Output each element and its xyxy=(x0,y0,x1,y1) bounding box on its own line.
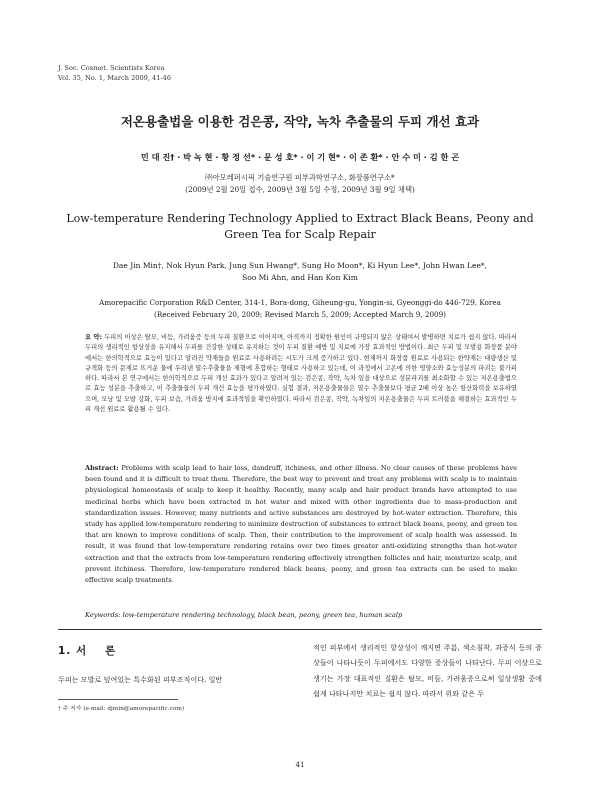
section-title-part1: 서 xyxy=(75,645,88,657)
english-authors-line1: Dae Jin Min†, Nok Hyun Park, Jung Sun Hwang*, Sung Ho Moon*, Ki Hyun Lee*, John Hwan Lee*, xyxy=(112,261,488,270)
keywords-text: low-temperature rendering technology, black bean, peony, green tea, human scalp xyxy=(122,611,403,619)
korean-abstract-text: 두피의 이상은 탈모, 비듬, 가려움증 등의 두피 질환으로 이어지며, 아직까지 정확한 원인이 규명되지 않은 상태여서 발병하면 치료가 쉽지 않다. 따라서 두피의 생리적인 항상성을 유지해서 두피를 건강한 상태로 유지하는 것이 두피 질환 예방 및 치료에 가장 효과적인 방법이다. 최근 두피 및 모발용 화장품 분야에서는 한의학적으로 효능이 있다고 알려진 약재들을 원료로 사용하려는 시도가 크게 증가하고 있다. 현재까지 화장품 원료로 사용되는 한약재는 대량생산 및 규격화 등의 문제로 뜨거운 물에 우려낸 열수추출물을 제형에 혼합하는 형태로 사용하고 있는데, 이 과정에서 고온에 의한 영양소와 효능성분의 파괴는 불가피하다. 따라서 본 연구에서는 한의학적으로 두피 개선 효과가 있다고 알려져 있는 검은콩, 작약, 녹차 잎을 대상으로 성분파괴를 최소화할 수 있는 저온용출법으로 효능 성분을 추출하고, 이 추출물들의 두피 개선 효능을 평가하였다. 실험 결과, 저온용출물들은 열수 추출물보다 평균 2배 이상 높은 항산화력을 보유하였으며, 모낭 및 모발 강화, 두피 보습, 가려움 방지에 효과적임을 확인하였다. 따라서 검은콩, 작약, 녹차잎의 저온용출물은 두피 트러블을 해결하는 효과적인 두피 개선 원료로 활용될 수 있다. xyxy=(85,334,517,414)
korean-affiliation xyxy=(0,172,600,196)
korean-abstract-label: 요 약: xyxy=(85,334,102,341)
english-title xyxy=(40,211,560,243)
english-title-line2: Green Tea for Scalp Repair xyxy=(224,228,376,241)
section-heading-introduction xyxy=(58,643,116,658)
journal-name: J. Soc. Cosmet. Scientists Korea xyxy=(58,64,165,72)
english-authors-line2: Soo Mi Ahn, and Han Kon Kim xyxy=(242,272,358,282)
korean-affiliation-name: ㈜아모레퍼시픽 기술연구원 피부과학연구소, 화장품연구소* xyxy=(205,173,395,182)
footnote-divider xyxy=(58,699,178,700)
body-right-column: 적인 피부에서 생리적인 항상성이 깨지면 주름, 색소침착, 과증식 등의 증상들이 나타나듯이 두피에서도 다양한 증상들이 나타난다. 두피 이상으로 생기는 가장 대표적인 질환은 탈모, 비듬, 가려움증으로써 일상생활 중에 쉽게 나타나지만 치료는 쉽지 않다. 따라서 위와 같은 두 xyxy=(313,643,542,698)
keywords xyxy=(85,611,517,619)
section-divider xyxy=(58,629,542,630)
section-number: 1. xyxy=(58,645,72,657)
english-abstract-label: Abstract: xyxy=(85,464,119,472)
english-title-line1: Low-temperature Rendering Technology Applied to Extract Black Beans, Peony and xyxy=(66,212,534,225)
page-number: 41 xyxy=(295,761,305,769)
journal-citation xyxy=(58,63,171,83)
corresponding-author-footnote: † 주 저자 (e-mail: djmin@amorepacific.com) xyxy=(58,706,185,712)
korean-title: 저온용출법을 이용한 검은콩, 작약, 녹차 추출물의 두피 개선 효과 xyxy=(120,114,480,129)
korean-authors: 민 대 진† · 박 녹 현 · 황 정 선* · 문 성 호* · 이 기 현* · 이 존 환* · 안 수 미 · 김 한 곤 xyxy=(140,152,460,162)
journal-volume: Vol. 35, No. 1, March 2009, 41-46 xyxy=(58,74,172,82)
keywords-label: Keywords: xyxy=(85,611,121,619)
english-affiliation xyxy=(40,297,560,320)
english-affiliation-name: Amorepacific Corporation R&D Center, 314-1, Bora-dong, Giheung-gu, Yongin-si, Gyeonggi-do 446-729, Korea xyxy=(99,298,501,307)
section-title-part2: 론 xyxy=(105,645,117,657)
english-dates: (Received February 20, 2009; Revised March 5, 2009; Accepted March 9, 2009) xyxy=(154,309,446,319)
english-authors xyxy=(40,260,560,283)
english-abstract-text: Problems with scalp lead to hair loss, dandruff, itchiness, and other illness. No clear causes of these problems have been found and it is difficult to treat them. Therefore, the best way to prevent and treat any problems with scalp is to maintain physiological homeostasis of scalp to keep it healthy. Recently, many scalp and hair product brands have attempted to use medicinal herbs which have been extracted in hot water and mixed with other ingredients due to mass-production and standardization issues. However, many nutrients and active substances are destroyed by hot-water extraction. Therefore, this study has applied low-temperature rendering to minimize destruction of substances to extract black beans, peony, and green tea that are known to improve conditions of scalp. Then, their contribution to the improvement of scalp health was assessed. In result, it was found that low-temperature rendering retains over two times greater anti-oxidizing strengths than hot-water extraction and that the extracts from low-temperature rendering effectively strengthen follicles and hair, moisturize scalp, and prevent itchiness. Therefore, low-temperature rendered black beans, peony, and green tea extracts can be used to make effective scalp treatments. xyxy=(85,464,517,585)
body-left-column: 두피는 모발로 덮여있는 특수화된 피부조직이다. 일반 xyxy=(58,675,223,684)
english-abstract xyxy=(85,463,517,586)
korean-abstract xyxy=(85,333,517,415)
korean-dates: (2009년 2월 20일 접수, 2009년 3월 5일 수정, 2009년 3월 9일 채택) xyxy=(185,185,415,194)
